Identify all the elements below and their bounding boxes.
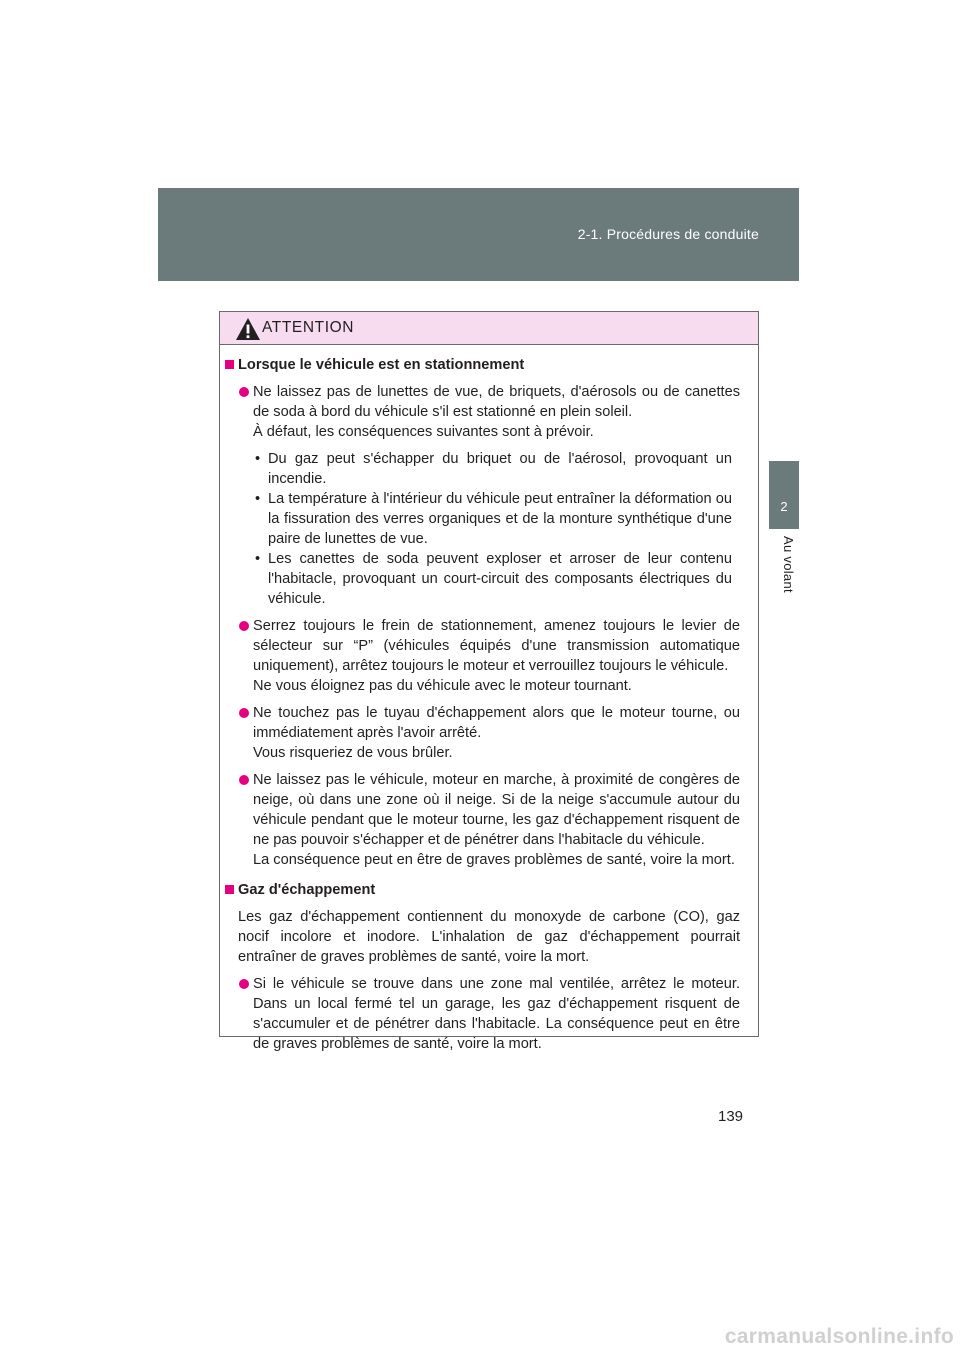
bullet-text: Ne laissez pas le véhicule, moteur en marche, à proximité de congères de neige, où dans une zone où il neige. Si de la neige s'accumule autour du véhicule pendant que le moteur tourne, les gaz d'échappement risquent de ne pas pouvoir s'échapper et de pénétrer dans l'habitacle du véhicule. — [253, 772, 740, 848]
section-heading-parking: Lorsque le véhicule est en stationnement — [225, 355, 740, 375]
sub-list-item: • La température à l'intérieur du véhicule peut entraîner la déformation ou la fissuration des verres organiques et de la monture synthétique d'une paire de lunettes de vue. — [255, 491, 732, 547]
bullet-text: Ne vous éloignez pas du véhicule avec le moteur tournant. — [253, 678, 632, 694]
circle-bullet-icon — [239, 979, 249, 989]
chapter-number: 2 — [780, 499, 788, 514]
watermark: carmanualsonline.info — [724, 1325, 954, 1348]
square-bullet-icon — [225, 885, 234, 894]
sub-list-item: • Les canettes de soda peuvent exploser et arroser de leur contenu l'habitacle, provoquant un court-circuit des composants électriques du véhicule. — [255, 551, 732, 607]
chapter-tab — [769, 461, 799, 529]
sub-list — [253, 449, 740, 609]
attention-header — [220, 312, 758, 345]
square-bullet-icon — [225, 360, 234, 369]
attention-box — [219, 311, 759, 1052]
bullet-item — [225, 382, 740, 609]
bullet-text: Vous risqueriez de vous brûler. — [253, 745, 453, 761]
circle-bullet-icon — [239, 387, 249, 397]
bullet-item — [225, 616, 740, 696]
attention-title: ATTENTION — [262, 319, 355, 336]
bullet-item — [225, 703, 740, 763]
bullet-text: Ne laissez pas de lunettes de vue, de briquets, d'aérosols ou de canettes de soda à bord du véhicule s'il est stationné en plein soleil. — [253, 384, 740, 420]
chapter-header-band — [158, 188, 799, 281]
bullet-text: Serrez toujours le frein de stationnement, amenez toujours le levier de sélecteur sur “P” (véhicules équipés d'une transmission automatique uniquement), arrêtez toujours le moteur et verrouillez toujours le véhicule. — [253, 618, 740, 674]
bullet-text: À défaut, les conséquences suivantes sont à prévoir. — [253, 424, 594, 440]
section-heading-exhaust: Gaz d'échappement — [225, 880, 740, 900]
circle-bullet-icon — [239, 775, 249, 785]
chapter-label: Au volant — [781, 536, 796, 593]
section-intro: Les gaz d'échappement contiennent du monoxyde de carbone (CO), gaz nocif incolore et inodore. L'inhalation de gaz d'échappement pourrait entraîner de graves problèmes de santé, voire la mort. — [238, 909, 740, 965]
circle-bullet-icon — [239, 708, 249, 718]
bullet-text: Si le véhicule se trouve dans une zone mal ventilée, arrêtez le moteur. Dans un local fermé tel un garage, les gaz d'échappement risquent de s'accumuler et de pénétrer dans l'habitacle. La conséquence peut en être de graves problèmes de santé, voire la mort. — [253, 976, 740, 1052]
bullet-item — [225, 770, 740, 870]
warning-triangle-icon — [235, 317, 261, 341]
section-title: 2-1. Procédures de conduite — [577, 226, 759, 242]
bullet-text: La conséquence peut en être de graves problèmes de santé, voire la mort. — [253, 852, 735, 868]
bullet-item — [225, 974, 740, 1054]
bullet-text: Ne touchez pas le tuyau d'échappement alors que le moteur tourne, ou immédiatement après l'avoir arrêté. — [253, 705, 740, 741]
attention-body — [220, 355, 758, 1054]
circle-bullet-icon — [239, 621, 249, 631]
sub-list-item: • Du gaz peut s'échapper du briquet ou de l'aérosol, provoquant un incendie. — [255, 451, 732, 487]
page-number: 139 — [718, 1108, 744, 1125]
